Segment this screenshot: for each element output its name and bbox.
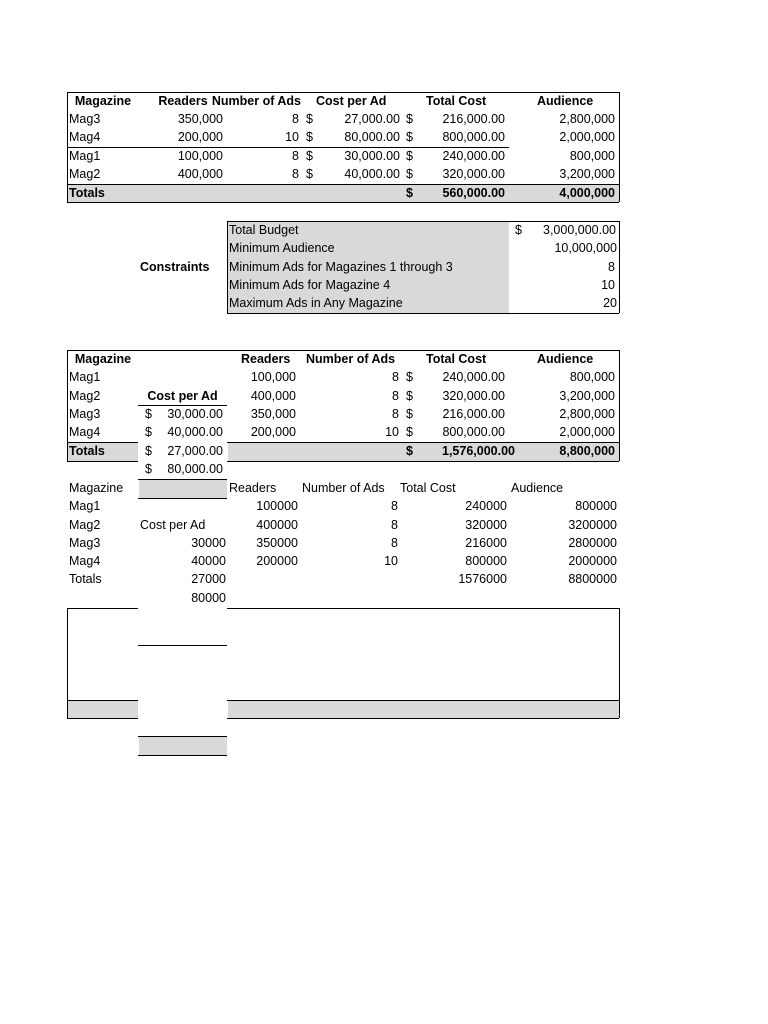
table3-header-total-cost: Total Cost [400, 481, 456, 495]
table1-bottom-border [67, 202, 619, 203]
empty-table-totals-top-left [67, 700, 138, 701]
table1-totals-currency: $ [406, 186, 413, 200]
table2-cell-currency: $ [406, 425, 413, 439]
table1-cell-magazine: Mag4 [69, 130, 101, 144]
table2-cost-per-ad: 80,000.00 [167, 462, 223, 476]
table3-magazine-name: Mag3 [69, 536, 101, 550]
table2-header-magazine: Magazine [74, 352, 132, 366]
empty-table-right-border [619, 608, 620, 718]
table3-cost-per-ad: 30000 [191, 536, 226, 550]
constraint-value: 8 [608, 260, 615, 274]
empty-table-totals-fill-left [68, 700, 138, 718]
constraint-value: 10 [601, 278, 615, 292]
table2-header-ads: Number of Ads [306, 352, 396, 366]
table1-right-border [619, 92, 620, 202]
constraints-right-border [619, 221, 620, 313]
table1-cell-currency: $ [406, 149, 413, 163]
table3-header-bottom-border [138, 498, 227, 499]
table2-cell-total-cost: 800,000.00 [442, 425, 505, 439]
table2-cell-readers: 400,000 [250, 389, 296, 403]
constraint-currency: $ [515, 223, 522, 237]
table2-cost-per-ad: 27,000.00 [167, 444, 223, 458]
table2-cell-total-cost: 216,000.00 [442, 407, 505, 421]
empty-table-bottom-left [67, 718, 138, 719]
table3-cell-ads: 10 [384, 554, 398, 568]
table3-cell-readers: 400000 [256, 518, 298, 532]
table1-cell-ads: 10 [285, 130, 299, 144]
table1-cell-cost-per-ad: 40,000.00 [344, 167, 400, 181]
table2-header-readers: Readers [241, 352, 291, 366]
empty-table-top-left [67, 608, 138, 609]
table2-bottom-right [227, 461, 619, 462]
table3-header-audience: Audience [511, 481, 564, 495]
table1-header-ads: Number of Ads [211, 94, 301, 108]
table1-cell-readers: 400,000 [177, 167, 223, 181]
table3-header-fill [139, 480, 227, 498]
table2-header-audience: Audience [537, 352, 594, 366]
table2-right-border [619, 350, 620, 461]
table2-cost-currency: $ [145, 407, 152, 421]
table1-cell-currency: $ [306, 112, 313, 126]
table3-cell-audience: 2000000 [568, 554, 617, 568]
table3-cell-ads: 8 [391, 536, 398, 550]
table2-cost-per-ad: 40,000.00 [167, 425, 223, 439]
table1-header-ads-clip [211, 94, 303, 110]
table2-totals-currency: $ [406, 444, 413, 458]
table3-header-cost-per-ad: Cost per Ad [140, 518, 206, 532]
table1-cell-total-cost: 240,000.00 [442, 149, 505, 163]
table2-cell-currency: $ [406, 370, 413, 384]
table1-mid-border [67, 147, 509, 148]
table2-cost-header-border [138, 405, 227, 406]
table2-cell-ads: 8 [392, 389, 399, 403]
table1-cell-ads: 8 [292, 112, 299, 126]
table1-totals-total-cost: 560,000.00 [442, 186, 505, 200]
constraint-label: Minimum Audience [229, 241, 335, 255]
table3-cell-audience: 2800000 [568, 536, 617, 550]
table1-cell-audience: 3,200,000 [559, 167, 615, 181]
table1-header-audience: Audience [537, 94, 594, 108]
table1-cell-currency: $ [306, 167, 313, 181]
table2-cell-currency: $ [406, 389, 413, 403]
constraint-value: 10,000,000 [554, 241, 617, 255]
table2-totals-label: Totals [69, 444, 105, 458]
table1-cell-currency: $ [406, 130, 413, 144]
table2-cell-ads: 8 [392, 370, 399, 384]
table1-top-border [67, 92, 619, 93]
table3-magazine-name: Totals [69, 572, 102, 586]
table2-cell-total-cost: 240,000.00 [442, 370, 505, 384]
constraints-left-border [227, 221, 228, 313]
table2-cell-audience: 3,200,000 [559, 389, 615, 403]
table3-header-magazine: Magazine [69, 481, 124, 495]
empty-table-extra-bottom [138, 755, 227, 756]
table2-cost-per-ad: 30,000.00 [167, 407, 223, 421]
table3-cell-total-cost: 1576000 [458, 572, 507, 586]
table2-top-border [67, 350, 619, 351]
table2-cell-audience: 800,000 [569, 370, 615, 384]
table2-cell-readers: 200,000 [250, 425, 296, 439]
empty-table-top-right [227, 608, 619, 609]
constraint-label: Maximum Ads in Any Magazine [229, 296, 403, 310]
table2-totals-total-cost: 1,576,000.00 [442, 444, 515, 458]
table1-cell-cost-per-ad: 27,000.00 [344, 112, 400, 126]
table1-cell-readers: 100,000 [177, 149, 223, 163]
table2-magazine-name: Mag4 [69, 425, 101, 439]
table1-cell-audience: 800,000 [569, 149, 615, 163]
table1-cell-currency: $ [406, 112, 413, 126]
table2-cell-audience: 2,000,000 [559, 425, 615, 439]
table1-cell-currency: $ [406, 167, 413, 181]
table3-cell-readers: 100000 [256, 499, 298, 513]
table1-cell-currency: $ [306, 130, 313, 144]
empty-table-totals-fill-right [228, 700, 619, 718]
table3-cost-per-ad: 27000 [191, 572, 226, 586]
constraint-value: 3,000,000.00 [543, 223, 616, 237]
table3-cell-ads: 8 [391, 518, 398, 532]
table1-totals-top-border [67, 184, 619, 185]
table1-cell-magazine: Mag1 [69, 149, 101, 163]
table2-magazine-name: Mag2 [69, 389, 101, 403]
table2-cell-currency: $ [406, 407, 413, 421]
table1-header-readers: Readers [158, 94, 208, 108]
table1-cell-ads: 8 [292, 167, 299, 181]
table2-bottom-left [67, 461, 138, 462]
table3-cell-total-cost: 216000 [465, 536, 507, 550]
table1-cell-readers: 350,000 [177, 112, 223, 126]
table3-header-top-border [138, 479, 227, 480]
table2-totals-audience: 8,800,000 [559, 444, 615, 458]
table2-cell-readers: 350,000 [250, 407, 296, 421]
table2-magazine-name: Mag1 [69, 370, 101, 384]
table2-totals-top-left [67, 442, 138, 443]
table1-totals-audience: 4,000,000 [559, 186, 615, 200]
table1-totals-label: Totals [69, 186, 105, 200]
table3-cell-total-cost: 320000 [465, 518, 507, 532]
empty-table-cost-border [138, 645, 227, 646]
constraints-bottom-border [227, 313, 619, 314]
empty-table-bottom-right [227, 718, 619, 719]
table2-cost-currency: $ [145, 462, 152, 476]
table1-cell-total-cost: 800,000.00 [442, 130, 505, 144]
table2-cost-currency: $ [145, 444, 152, 458]
table3-cell-audience: 3200000 [568, 518, 617, 532]
constraints-top-border [227, 221, 619, 222]
table2-cost-currency: $ [145, 425, 152, 439]
table3-cell-total-cost: 240000 [465, 499, 507, 513]
table3-cell-ads: 8 [391, 499, 398, 513]
table2-header-cost-per-ad: Cost per Ad [147, 389, 218, 403]
table2-cell-ads: 10 [385, 425, 399, 439]
table1-header-magazine: Magazine [74, 94, 132, 108]
empty-table-extra-fill [139, 737, 227, 755]
table1-cell-audience: 2,000,000 [559, 130, 615, 144]
table2-magazine-name: Mag3 [69, 407, 101, 421]
table3-header-readers: Readers [229, 481, 277, 495]
table2-totals-top-right [227, 442, 619, 443]
table1-cell-cost-per-ad: 30,000.00 [344, 149, 400, 163]
table1-cell-audience: 2,800,000 [559, 112, 615, 126]
table2-cell-ads: 8 [392, 407, 399, 421]
table3-header-ads: Number of Ads [302, 481, 385, 495]
table1-header-cost-per-ad: Cost per Ad [316, 94, 387, 108]
table1-cell-readers: 200,000 [177, 130, 223, 144]
constraint-label: Minimum Ads for Magazines 1 through 3 [229, 260, 453, 274]
table3-magazine-name: Mag4 [69, 554, 101, 568]
table1-cell-total-cost: 320,000.00 [442, 167, 505, 181]
table3-cell-readers: 350000 [256, 536, 298, 550]
constraint-label: Total Budget [229, 223, 299, 237]
table2-header-total-cost: Total Cost [426, 352, 487, 366]
table1-cell-cost-per-ad: 80,000.00 [344, 130, 400, 144]
table1-cell-magazine: Mag2 [69, 167, 101, 181]
table2-cell-audience: 2,800,000 [559, 407, 615, 421]
table3-cell-audience: 800000 [575, 499, 617, 513]
table3-cost-per-ad: 80000 [191, 591, 226, 605]
constraint-label: Minimum Ads for Magazine 4 [229, 278, 391, 292]
table1-cell-currency: $ [306, 149, 313, 163]
table1-cell-total-cost: 216,000.00 [442, 112, 505, 126]
table3-magazine-name: Mag1 [69, 499, 101, 513]
constraint-value: 20 [603, 296, 617, 310]
table2-cell-readers: 100,000 [250, 370, 296, 384]
table1-header-total-cost: Total Cost [426, 94, 487, 108]
table1-cell-ads: 8 [292, 149, 299, 163]
constraints-label: Constraints [140, 260, 210, 274]
empty-table-extra-top [138, 736, 227, 737]
table3-cost-per-ad: 40000 [191, 554, 226, 568]
empty-table-totals-top-right [227, 700, 619, 701]
table3-cell-total-cost: 800000 [465, 554, 507, 568]
table3-magazine-name: Mag2 [69, 518, 101, 532]
table3-cell-readers: 200000 [256, 554, 298, 568]
table1-cell-magazine: Mag3 [69, 112, 101, 126]
table2-cell-total-cost: 320,000.00 [442, 389, 505, 403]
table3-cell-audience: 8800000 [568, 572, 617, 586]
